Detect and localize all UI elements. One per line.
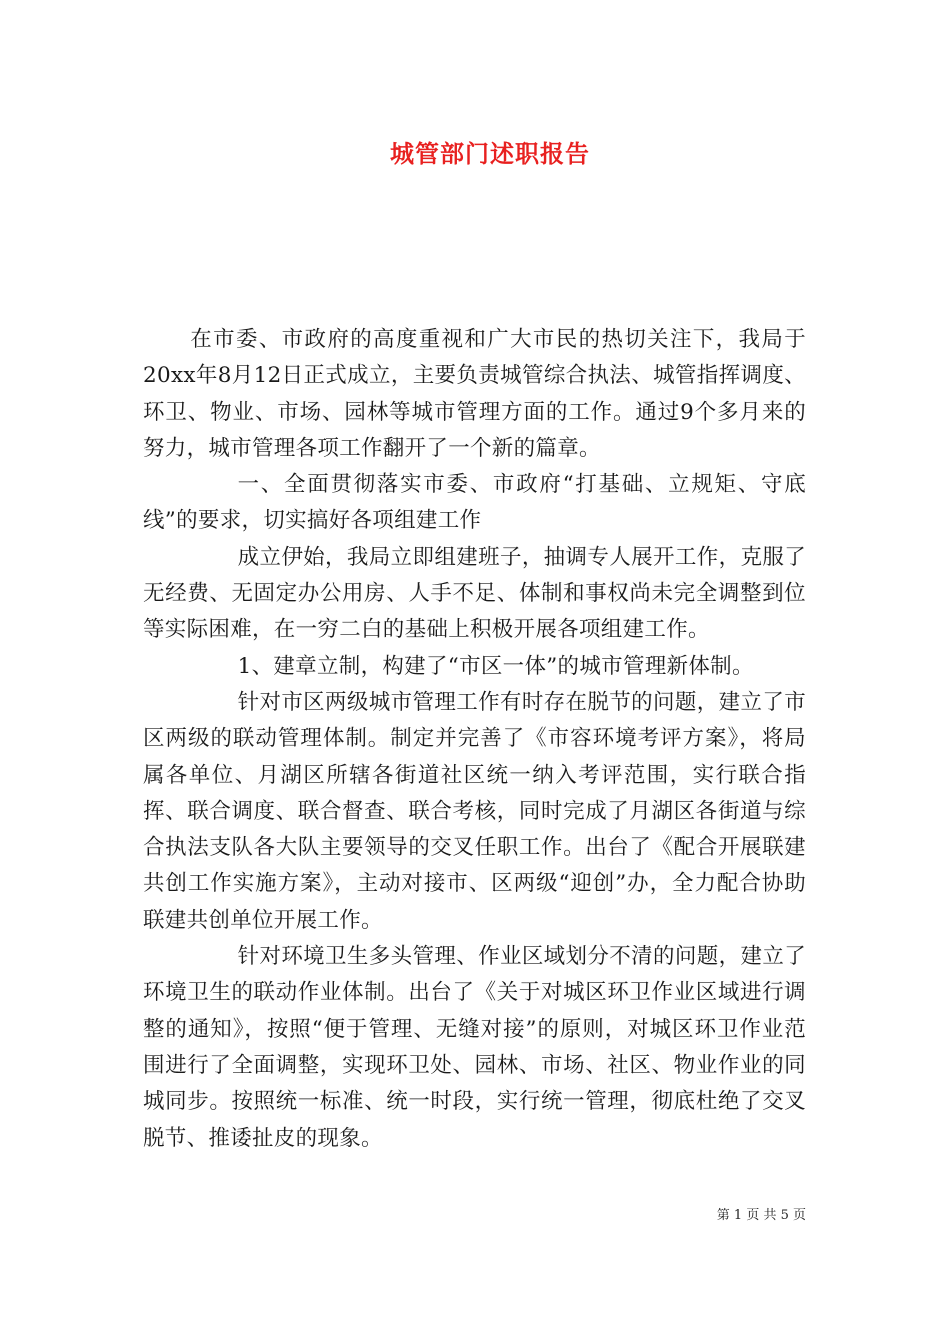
section-heading-1: 一、全面贯彻落实市委、市政府“打基础、立规矩、守底线”的要求，切实搞好各项组建工作 xyxy=(143,472,806,534)
paragraph-establishment: 成立伊始，我局立即组建班子，抽调专人展开工作，克服了无经费、无固定办公用房、人手不足、体制和事权尚未完全调整到位等实际困难，在一穷二白的基础上积极开展各项组建工作。 xyxy=(143,544,806,643)
page-number: 第 1 页 共 5 页 xyxy=(716,1208,806,1223)
document-title: 城管部门述职报告 xyxy=(390,139,590,168)
document-body xyxy=(143,322,806,1157)
paragraph-intro: 在市委、市政府的高度重视和广大市民的热切关注下，我局于20xx年8月12日正式成立，主要负责城管综合执法、城管指挥调度、环卫、物业、市场、园林等城市管理方面的工作。通过9个多月来的努力，城市管理各项工作翻开了一个新的篇章。 xyxy=(143,327,806,461)
paragraph-linked-management: 针对市区两级城市管理工作有时存在脱节的问题，建立了市区两级的联动管理体制。制定并完善了《市容环境考评方案》，将局属各单位、月湖区所辖各街道社区统一纳入考评范围，实行联合指挥、联合调度、联合督查、联合考核，同时完成了月湖区各街道与综合执法支队各大队主要领导的交叉任职工作。出台了《配合开展联建共创工作实施方案》，主动对接市、区两级“迎创”办，全力配合协助联建共创单位开展工作。 xyxy=(143,689,806,933)
subsection-heading-1: 1、建章立制，构建了“市区一体”的城市管理新体制。 xyxy=(237,653,754,679)
paragraph-sanitation: 针对环境卫生多头管理、作业区域划分不清的问题，建立了环境卫生的联动作业体制。出台了《关于对城区环卫作业区域进行调整的通知》，按照“便于管理、无缝对接”的原则，对城区环卫作业范围进行了全面调整，实现环卫处、园林、市场、社区、物业作业的同城同步。按照统一标准、统一时段，实行统一管理，彻底杜绝了交叉脱节、推诿扯皮的现象。 xyxy=(143,944,806,1151)
